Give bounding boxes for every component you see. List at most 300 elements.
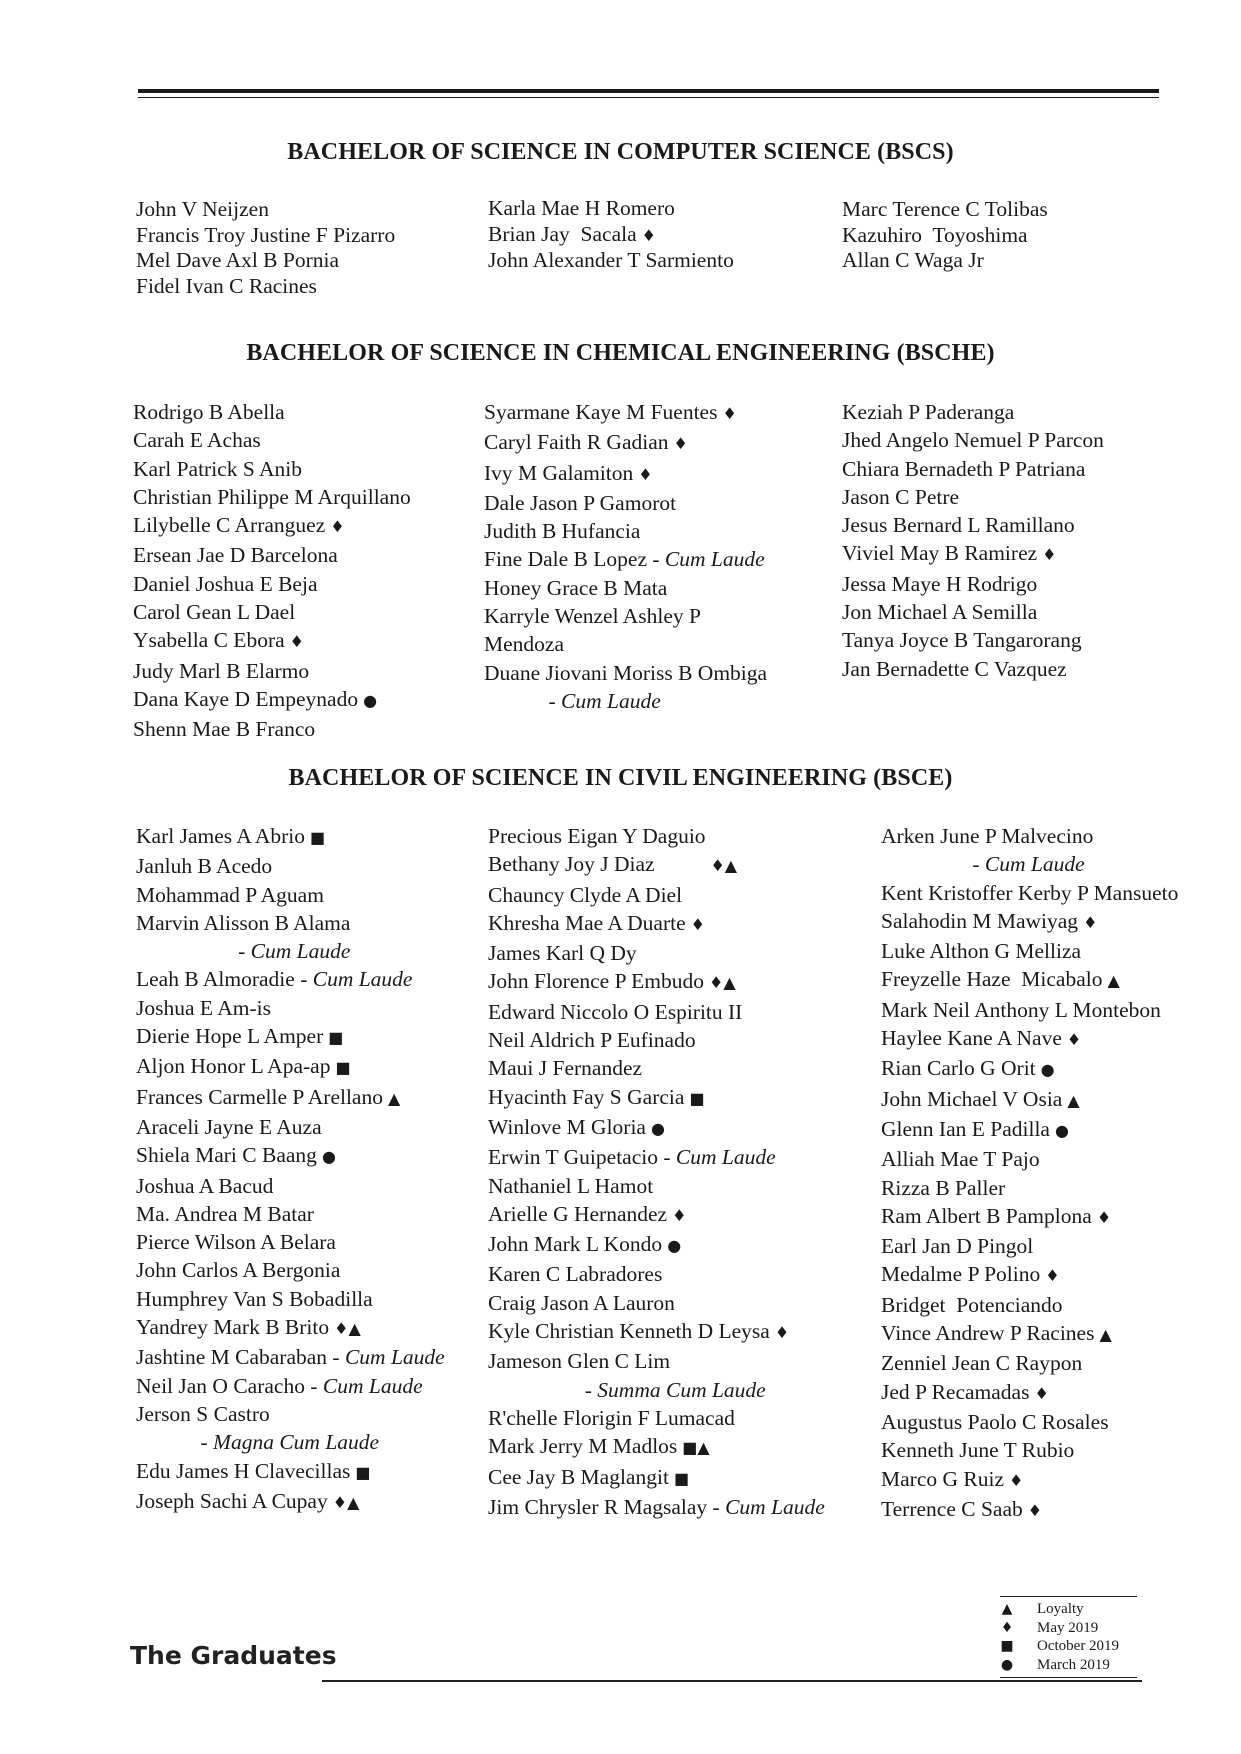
graduate-entry: [881, 1145, 1178, 1173]
graduate-entry: [133, 715, 411, 743]
graduate-entry: [136, 1372, 445, 1400]
graduate-entry: [136, 1113, 445, 1141]
bscs-column-1: [136, 197, 395, 299]
graduate-name: Freyzelle Haze Micabalo: [881, 967, 1103, 992]
graduate-entry: [484, 602, 767, 630]
graduate-entry: [881, 1291, 1178, 1319]
graduate-name: Jan Bernadette C Vazquez: [842, 656, 1067, 681]
award-marks-icon: ♦: [690, 914, 705, 934]
graduate-name: Brian Jay Sacala: [488, 221, 637, 246]
graduate-entry: [136, 965, 445, 993]
graduate-name: Glenn Ian E Padilla: [881, 1116, 1050, 1141]
bscs-column-2: [488, 196, 734, 274]
award-marks-icon: ■▲: [682, 1438, 710, 1458]
graduate-entry: [136, 248, 395, 274]
graduate-name: Kazuhiro Toyoshima: [842, 222, 1028, 247]
graduate-name: Judith B Hufancia: [484, 519, 641, 544]
graduate-name: Karl James A Abrio: [136, 824, 305, 848]
section-title-bscs: BACHELOR OF SCIENCE IN COMPUTER SCIENCE (BSCS): [287, 139, 954, 165]
graduate-name: Jashtine M Cabaraban -: [136, 1345, 345, 1370]
graduate-name: Jerson S Castro: [136, 1401, 270, 1426]
graduate-entry: [133, 426, 411, 454]
graduate-entry: [484, 545, 767, 573]
graduate-name: Caryl Faith R Gadian: [484, 430, 669, 455]
graduate-name: -: [484, 688, 562, 713]
honor-label: Summa Cum Laude: [597, 1377, 766, 1402]
graduate-entry: [842, 655, 1104, 683]
graduate-entry: [488, 1230, 825, 1260]
graduate-name: Tanya Joyce B Tangarorang: [842, 628, 1082, 653]
award-marks-icon: ●: [1040, 1060, 1055, 1080]
graduate-name: Terrence C Saab: [881, 1496, 1023, 1521]
graduate-name: Craig Jason A Lauron: [488, 1290, 675, 1315]
graduate-entry: [881, 1174, 1178, 1202]
graduate-entry: [488, 909, 825, 939]
honor-label: Cum Laude: [322, 1373, 423, 1398]
graduate-name: Medalme P Polino: [881, 1262, 1041, 1287]
graduate-entry: [488, 1317, 825, 1347]
graduate-name: -: [136, 939, 251, 964]
honor-label: Cum Laude: [344, 1345, 445, 1370]
award-marks-icon: ●: [650, 1118, 665, 1138]
graduate-entry: [133, 657, 411, 685]
bsche-column-3: [842, 398, 1104, 683]
graduate-entry: [136, 1457, 445, 1487]
graduate-name: Augustus Paolo C Rosales: [881, 1409, 1109, 1434]
legend-label: March 2019: [1037, 1657, 1110, 1673]
graduate-entry: [136, 881, 445, 909]
award-marks-icon: ♦: [774, 1323, 790, 1343]
award-marks-icon: ●: [321, 1147, 336, 1167]
graduate-name: John Carlos A Bergonia: [136, 1258, 341, 1283]
graduate-name: Rian Carlo G Orit: [881, 1056, 1036, 1081]
graduate-entry: [488, 1143, 825, 1171]
honor-label: Cum Laude: [725, 1494, 825, 1519]
graduate-name: Khresha Mae A Duarte: [488, 910, 686, 935]
award-marks-icon: ▲: [1099, 1325, 1112, 1345]
graduate-name: Earl Jan D Pingol: [881, 1234, 1034, 1259]
graduate-name: Daniel Joshua E Beja: [133, 571, 318, 596]
award-marks-icon: ■: [689, 1088, 705, 1108]
graduate-entry: [136, 197, 395, 223]
graduate-entry: [881, 1054, 1178, 1084]
graduate-name: Mark Neil Anthony L Montebon: [881, 997, 1161, 1022]
award-marks-icon: ♦: [1034, 1383, 1049, 1403]
graduate-name: Judy Marl B Elarmo: [133, 658, 310, 683]
award-marks-icon: ♦: [289, 632, 304, 652]
graduate-name: Janluh B Acedo: [136, 854, 273, 879]
graduate-name: Karen C Labradores: [488, 1262, 663, 1287]
graduate-entry: [484, 574, 767, 602]
graduate-name: Arielle G Hernandez: [488, 1201, 668, 1226]
graduate-name: Kyle Christian Kenneth D Leysa: [488, 1319, 770, 1344]
graduate-entry: [136, 822, 445, 852]
graduate-name: Joseph Sachi A Cupay: [136, 1488, 328, 1513]
graduate-entry: [881, 1024, 1178, 1054]
graduate-name: Duane Jiovani Moriss B Ombiga: [484, 660, 768, 685]
legend-item-may-2019: [1000, 1619, 1140, 1637]
graduate-entry: [881, 1495, 1178, 1525]
top-rule-thin: [138, 97, 1159, 98]
graduate-name: Viviel May B Ramirez: [842, 541, 1038, 566]
graduate-entry: [881, 1349, 1178, 1377]
graduate-entry: [842, 398, 1104, 426]
graduate-entry: [842, 248, 1048, 274]
graduate-name: Leah B Almoradie -: [136, 967, 313, 992]
graduate-name: Mendoza: [484, 632, 564, 657]
section-title-bsche: BACHELOR OF SCIENCE IN CHEMICAL ENGINEERING (BSCHE): [246, 340, 995, 366]
graduate-entry: [133, 685, 411, 715]
honor-label: Cum Laude: [675, 1145, 776, 1170]
graduate-name: Aljon Honor L Apa-ap: [136, 1054, 331, 1079]
graduate-name: Carah E Achas: [133, 428, 261, 453]
graduate-entry: [136, 1172, 445, 1200]
graduate-name: -: [881, 852, 985, 877]
award-marks-icon: ▲: [387, 1088, 401, 1108]
graduate-entry: [881, 937, 1178, 965]
award-marks-icon: ●: [363, 690, 378, 710]
award-marks-icon: ♦▲: [708, 973, 736, 993]
graduate-name: Hyacinth Fay S Garcia: [488, 1084, 685, 1109]
graduate-name: Bethany Joy J Diaz: [488, 852, 655, 877]
footer-rule: [322, 1680, 1142, 1682]
graduate-name: Precious Eigan Y Daguio: [488, 824, 706, 848]
graduate-name: Humphrey Van S Bobadilla: [136, 1286, 373, 1311]
graduate-entry: [881, 1436, 1178, 1464]
graduate-name: Fidel Ivan C Racines: [136, 273, 317, 298]
legend-item-october-2019: [1000, 1637, 1140, 1655]
honor-label: Cum Laude: [561, 688, 661, 713]
graduate-name: Fine Dale B Lopez -: [484, 547, 665, 572]
graduate-entry: [881, 965, 1178, 995]
graduate-entry: [136, 1343, 445, 1371]
graduate-entry: [488, 1200, 825, 1230]
graduate-entry: [881, 1319, 1178, 1349]
graduate-name: Ysabella C Ebora: [133, 628, 285, 653]
graduate-name: Winlove M Gloria: [488, 1114, 646, 1139]
graduate-entry: [136, 274, 395, 300]
legend-bottom-rule: [1000, 1677, 1137, 1678]
graduate-name: Marco G Ruiz: [881, 1466, 1004, 1491]
graduate-entry: [488, 1493, 825, 1521]
graduate-entry: [484, 428, 767, 458]
graduate-name: Jhed Angelo Nemuel P Parcon: [842, 428, 1104, 453]
graduate-name: Jesus Bernard L Ramillano: [842, 513, 1075, 538]
graduate-name: Jim Chrysler R Magsalay -: [488, 1494, 726, 1519]
graduate-entry: [136, 909, 445, 937]
graduate-name: Nathaniel L Hamot: [488, 1173, 654, 1198]
graduate-name: Karla Mae H Romero: [488, 196, 675, 220]
bsche-column-1: [133, 398, 411, 744]
graduate-entry: [133, 398, 411, 426]
graduate-entry: [136, 1256, 445, 1284]
graduate-entry: [488, 1113, 825, 1143]
graduate-entry: [488, 1054, 825, 1082]
graduate-name: Chauncy Clyde A Diel: [488, 882, 683, 907]
graduate-name: Jessa Maye H Rodrigo: [842, 571, 1038, 596]
award-marks-icon: ▲: [1067, 1090, 1080, 1110]
graduate-entry: [842, 426, 1104, 454]
bsce-column-2: [488, 822, 825, 1521]
award-marks-icon: ♦: [1096, 1207, 1112, 1227]
graduate-name: Karryle Wenzel Ashley P: [484, 604, 701, 629]
graduate-entry: [881, 822, 1178, 850]
award-marks-icon: ●: [667, 1236, 682, 1256]
graduate-entry: [842, 511, 1104, 539]
graduate-name: Pierce Wilson A Belara: [136, 1230, 336, 1255]
graduate-name: John Michael V Osia: [881, 1086, 1063, 1111]
honor-label: Cum Laude: [984, 852, 1085, 877]
bsche-column-2: [484, 398, 767, 715]
graduate-name: Honey Grace B Mata: [484, 575, 668, 600]
graduate-name: John Mark L Kondo: [488, 1232, 663, 1257]
graduate-name: Cee Jay B Maglangit: [488, 1464, 669, 1489]
graduate-entry: [881, 1465, 1178, 1495]
graduate-entry: [136, 1428, 445, 1456]
graduate-entry: [488, 1172, 825, 1200]
graduate-entry: [842, 539, 1104, 569]
graduate-name: Neil Jan O Caracho -: [136, 1373, 323, 1398]
graduate-entry: [842, 223, 1048, 249]
award-marks-icon: ♦: [1009, 1470, 1024, 1490]
graduate-entry: [136, 1228, 445, 1256]
award-marks-icon: ■: [310, 828, 326, 847]
graduate-entry: [488, 248, 734, 274]
graduate-entry: [842, 455, 1104, 483]
graduate-name: Neil Aldrich P Eufinado: [488, 1028, 696, 1053]
graduate-entry: [488, 1404, 825, 1432]
legend-item-loyalty: [1000, 1600, 1140, 1618]
graduate-entry: [484, 630, 767, 658]
graduate-entry: [136, 1400, 445, 1428]
graduate-name: Christian Philippe M Arquillano: [133, 484, 411, 509]
graduate-name: Yandrey Mark B Brito: [136, 1315, 330, 1340]
bsce-column-1: [136, 822, 445, 1517]
honor-label: Magna Cum Laude: [213, 1430, 380, 1455]
graduate-name: Carol Gean L Dael: [133, 600, 296, 625]
award-marks-icon: ♦▲: [332, 1492, 360, 1512]
diamond-icon: ♦: [1000, 1620, 1014, 1636]
award-marks-icon: ♦: [722, 404, 737, 423]
graduate-entry: [484, 398, 767, 428]
graduate-name: Haylee Kane A Nave: [881, 1026, 1062, 1051]
graduate-entry: [488, 1463, 825, 1493]
graduate-entry: [133, 626, 411, 656]
graduate-entry: [881, 1378, 1178, 1408]
graduate-entry: [484, 517, 767, 545]
graduate-entry: [136, 1313, 445, 1343]
graduate-name: Maui J Fernandez: [488, 1056, 643, 1081]
legend-top-rule: [1000, 1596, 1137, 1597]
bscs-column-3: [842, 197, 1048, 274]
footer-title: The Graduates: [130, 1641, 337, 1670]
graduate-name: Kenneth June T Rubio: [881, 1438, 1075, 1463]
award-marks-icon: ♦: [672, 1205, 687, 1225]
graduate-entry: [484, 489, 767, 517]
award-marks-icon: ■: [355, 1462, 371, 1482]
award-marks-icon: ♦: [673, 434, 688, 454]
graduate-entry: [136, 1285, 445, 1313]
award-marks-icon: ♦: [1083, 912, 1098, 932]
graduate-entry: [136, 937, 445, 965]
award-marks-icon: ♦: [638, 464, 653, 484]
graduate-entry: [136, 1052, 445, 1082]
graduate-entry: [133, 455, 411, 483]
graduate-name: R'chelle Florigin F Lumacad: [488, 1405, 735, 1430]
award-marks-icon: ♦: [1066, 1030, 1082, 1050]
award-marks-icon: ●: [1054, 1120, 1069, 1140]
graduate-name: Allan C Waga Jr: [842, 248, 984, 272]
award-marks-icon: ■: [335, 1058, 351, 1078]
graduate-entry: [136, 1022, 445, 1052]
graduate-entry: [842, 626, 1104, 654]
graduate-entry: [488, 939, 825, 967]
graduate-entry: [488, 1376, 825, 1404]
honor-label: Cum Laude: [664, 547, 765, 572]
award-marks-icon: ▲: [1107, 971, 1120, 991]
graduate-name: John Alexander T Sarmiento: [488, 248, 734, 272]
graduate-name: John V Neijzen: [136, 197, 269, 221]
graduate-entry: [484, 687, 767, 715]
graduate-entry: [842, 570, 1104, 598]
top-rule-thick: [138, 89, 1159, 93]
graduate-name: Ma. Andrea M Batar: [136, 1201, 314, 1226]
graduate-name: Mel Dave Axl B Pornia: [136, 248, 340, 272]
graduate-entry: [136, 852, 445, 880]
graduate-name: Karl Patrick S Anib: [133, 456, 302, 481]
graduate-name: Shiela Mari C Baang: [136, 1143, 317, 1168]
award-marks-icon: ♦: [330, 517, 345, 537]
graduate-entry: [488, 1432, 825, 1462]
graduate-entry: [488, 822, 825, 850]
graduate-name: Erwin T Guipetacio -: [488, 1145, 676, 1170]
graduate-entry: [881, 1260, 1178, 1290]
graduate-name: Lilybelle C Arranguez: [133, 513, 326, 538]
graduate-entry: [881, 1085, 1178, 1115]
graduate-name: Marvin Alisson B Alama: [136, 910, 351, 935]
graduate-entry: [488, 1026, 825, 1054]
square-icon: ■: [1000, 1638, 1014, 1654]
graduate-entry: [136, 223, 395, 249]
graduate-entry: [488, 998, 825, 1026]
graduate-entry: [842, 598, 1104, 626]
award-marks-icon: ♦: [641, 225, 656, 245]
section-title-bsce: BACHELOR OF SCIENCE IN CIVIL ENGINEERING (BSCE): [288, 765, 953, 791]
graduate-name: Syarmane Kaye M Fuentes: [484, 400, 718, 424]
graduate-entry: [133, 541, 411, 569]
graduate-name: John Florence P Embudo: [488, 969, 704, 994]
graduate-entry: [488, 196, 734, 222]
graduate-name: Jed P Recamadas: [881, 1379, 1030, 1404]
graduate-entry: [881, 907, 1178, 937]
graduate-entry: [484, 659, 767, 687]
graduate-name: James Karl Q Dy: [488, 941, 637, 966]
graduate-name: Joshua A Bacud: [136, 1173, 274, 1198]
graduate-entry: [488, 1347, 825, 1375]
graduate-name: Joshua E Am-is: [136, 995, 271, 1020]
graduate-entry: [136, 1083, 445, 1113]
graduate-name: Ram Albert B Pamplona: [881, 1203, 1092, 1228]
graduate-name: Edu James H Clavecillas: [136, 1458, 351, 1483]
graduate-name: Rodrigo B Abella: [133, 400, 285, 424]
graduate-entry: [133, 511, 411, 541]
graduate-name: Keziah P Paderanga: [842, 400, 1015, 424]
graduate-name: Jameson Glen C Lim: [488, 1349, 671, 1374]
award-marks-icon: ■: [328, 1028, 344, 1048]
graduate-entry: [484, 459, 767, 489]
graduate-name: Chiara Bernadeth P Patriana: [842, 456, 1086, 481]
award-marks-icon: ♦: [1045, 1266, 1060, 1286]
award-marks-icon: ■: [673, 1468, 690, 1488]
graduate-name: Ersean Jae D Barcelona: [133, 543, 338, 568]
graduate-name: Luke Althon G Melliza: [881, 939, 1082, 964]
graduate-entry: [136, 994, 445, 1022]
graduate-entry: [881, 1232, 1178, 1260]
graduate-name: -: [488, 1377, 598, 1402]
award-marks-icon: ♦: [1027, 1500, 1043, 1520]
graduate-entry: [488, 967, 825, 997]
graduate-name: -: [136, 1430, 214, 1455]
graduate-entry: [881, 879, 1178, 907]
graduate-entry: [881, 996, 1178, 1024]
graduate-name: Dana Kaye D Empeynado: [133, 686, 359, 711]
graduate-entry: [488, 1083, 825, 1113]
graduate-name: Rizza B Paller: [881, 1175, 1006, 1200]
triangle-icon: ▲: [1001, 1601, 1013, 1617]
graduate-name: Zenniel Jean C Raypon: [881, 1351, 1083, 1376]
graduate-entry: [136, 1141, 445, 1171]
graduate-name: Dale Jason P Gamorot: [484, 490, 677, 515]
graduate-name: Frances Carmelle P Arellano: [136, 1084, 383, 1109]
graduate-name: Edward Niccolo O Espiritu II: [488, 999, 743, 1024]
graduate-name: Mark Jerry M Madlos: [488, 1434, 678, 1459]
graduate-entry: [488, 1289, 825, 1317]
graduate-entry: [133, 598, 411, 626]
graduate-entry: [881, 1202, 1178, 1232]
legend-label: October 2019: [1037, 1638, 1120, 1654]
graduate-name: Shenn Mae B Franco: [133, 717, 316, 742]
legend-label: Loyalty: [1037, 1601, 1084, 1617]
graduate-entry: [133, 570, 411, 598]
honor-label: Cum Laude: [250, 939, 351, 964]
circle-icon: ●: [1000, 1657, 1014, 1673]
graduate-name: Marc Terence C Tolibas: [842, 197, 1048, 221]
graduate-entry: [488, 1260, 825, 1288]
graduate-entry: [881, 850, 1178, 878]
graduate-name: Mohammad P Aguam: [136, 882, 324, 907]
graduate-name: Araceli Jayne E Auza: [136, 1114, 322, 1139]
graduate-entry: [488, 881, 825, 909]
graduate-name: Alliah Mae T Pajo: [881, 1147, 1040, 1172]
award-marks-icon: ♦▲: [334, 1319, 361, 1339]
graduate-name: Dierie Hope L Amper: [136, 1024, 324, 1049]
legend-label: May 2019: [1037, 1620, 1099, 1636]
graduate-name: Jason C Petre: [842, 484, 960, 509]
graduate-entry: [488, 222, 734, 249]
graduate-name: Jon Michael A Semilla: [842, 600, 1038, 625]
graduate-entry: [133, 483, 411, 511]
graduate-name: Ivy M Galamiton: [484, 460, 634, 485]
graduate-entry: [136, 1487, 445, 1517]
graduate-entry: [881, 1115, 1178, 1145]
graduate-name: Salahodin M Mawiyag: [881, 908, 1079, 933]
award-marks-icon: ♦: [1042, 545, 1057, 565]
graduate-entry: [842, 197, 1048, 223]
graduate-entry: [136, 1200, 445, 1228]
graduate-name: Vince Andrew P Racines: [881, 1321, 1095, 1346]
graduate-entry: [842, 483, 1104, 511]
bsce-column-3: [881, 822, 1178, 1525]
